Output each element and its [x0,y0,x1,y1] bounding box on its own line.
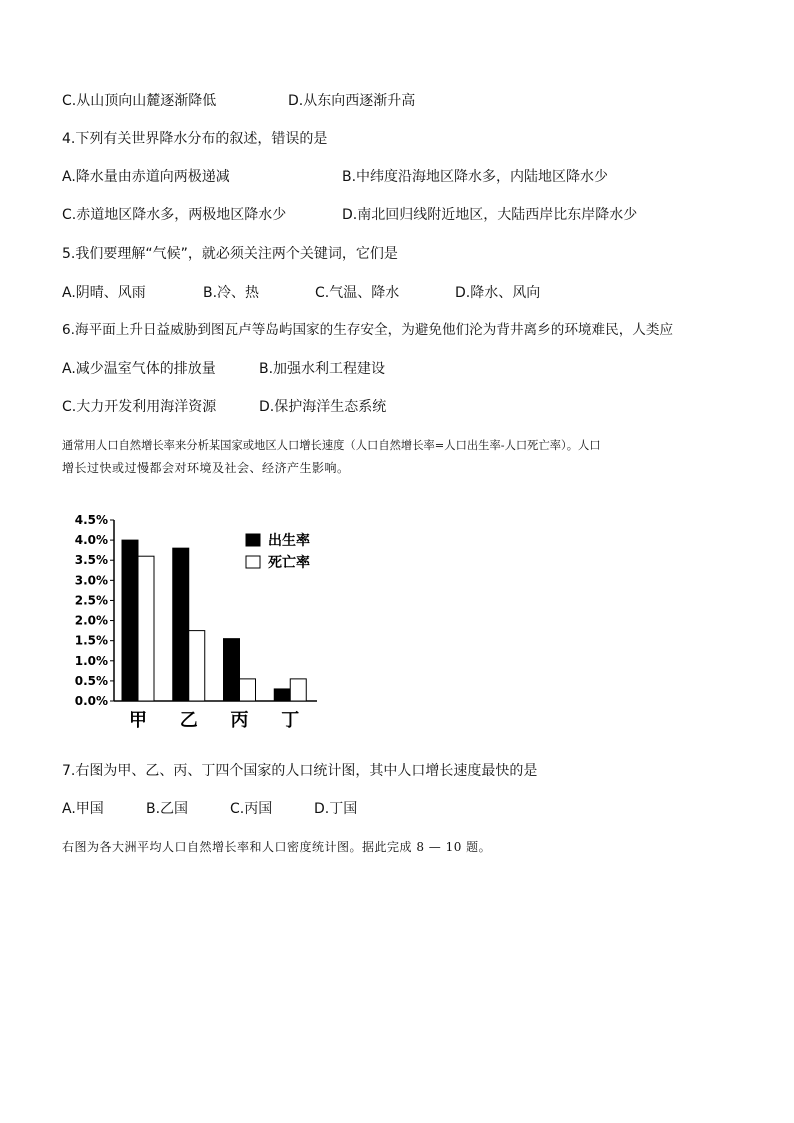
bar-死亡率-甲 [138,556,154,701]
y-tick-label: 4.5% [74,513,108,527]
q4-option-c: C.赤道地区降水多，两极地区降水少 [62,207,287,223]
q7-option-a: A.甲国 [62,801,104,817]
q5-option-d: D.降水、风向 [455,285,541,301]
passage-continents: 右图为各大洲平均人口自然增长率和人口密度统计图。据此完成 8 — 10 题。 [62,840,492,854]
q7-option-b: B.乙国 [146,801,189,817]
y-tick-label: 0.0% [74,694,108,708]
q5-option-c: C.气温、降水 [315,285,400,301]
bar-死亡率-丙 [240,679,256,701]
q5-option-b: B.冷、热 [203,285,260,301]
y-tick-label: 1.5% [74,633,108,648]
q7-option-d: D.丁国 [314,801,358,817]
legend-swatch [246,534,260,546]
bar-出生率-丁 [274,689,290,701]
q4-option-b: B.中纬度沿海地区降水多，内陆地区降水少 [342,169,609,185]
bar-出生率-乙 [173,548,189,701]
y-tick-label: 2.5% [74,593,108,608]
passage-population-line1: 通常用人口自然增长率来分析某国家或地区人口增长速度（人口自然增长率=人口出生率-人口死亡率）。人口 [62,439,601,452]
y-tick-label: 4.0% [74,533,108,548]
q6-option-b: B.加强水利工程建设 [259,361,386,377]
legend-label: 出生率 [268,533,310,549]
x-tick-label: 乙 [179,710,198,731]
q3-option-d: D.从东向西逐渐升高 [288,93,416,109]
q4-option-a: A.降水量由赤道向两极递减 [62,169,230,185]
y-tick-label: 1.0% [74,653,108,668]
q6-option-d: D.保护海洋生态系统 [259,399,387,415]
passage-population-line2: 增长过快或过慢都会对环境及社会、经济产生影响。 [62,461,350,475]
y-tick-label: 3.0% [74,573,108,588]
q5-stem: 5.我们要理解“气候”，就必须关注两个关键词，它们是 [62,246,398,262]
q4-option-d: D.南北回归线附近地区，大陆西岸比东岸降水少 [342,207,638,223]
y-tick-label: 2.0% [74,613,108,628]
q6-stem: 6.海平面上升日益威胁到图瓦卢等岛屿国家的生存安全，为避免他们沦为背井离乡的环境难民，人类应 [62,322,674,338]
legend-swatch [246,556,260,568]
legend-label: 死亡率 [268,555,310,571]
y-tick-label: 0.5% [74,673,108,688]
bar-出生率-甲 [122,540,138,701]
bar-死亡率-丁 [290,679,306,701]
x-tick-label: 甲 [129,710,147,731]
q4-stem: 4.下列有关世界降水分布的叙述，错误的是 [62,131,328,147]
q6-option-c: C.大力开发利用海洋资源 [62,399,217,415]
x-tick-label: 丁 [281,710,300,731]
q7-stem: 7.右图为甲、乙、丙、丁四个国家的人口统计图，其中人口增长速度最快的是 [62,763,538,779]
bar-死亡率-乙 [189,631,205,701]
q3-option-c: C.从山顶向山麓逐渐降低 [62,93,217,109]
population-bar-chart [60,508,360,738]
q6-option-a: A.减少温室气体的排放量 [62,361,216,377]
q7-option-c: C.丙国 [230,801,273,817]
y-tick-label: 3.5% [74,553,108,568]
x-tick-label: 丙 [230,710,249,731]
q5-option-a: A.阴晴、风雨 [62,285,146,301]
bar-出生率-丙 [224,639,240,701]
